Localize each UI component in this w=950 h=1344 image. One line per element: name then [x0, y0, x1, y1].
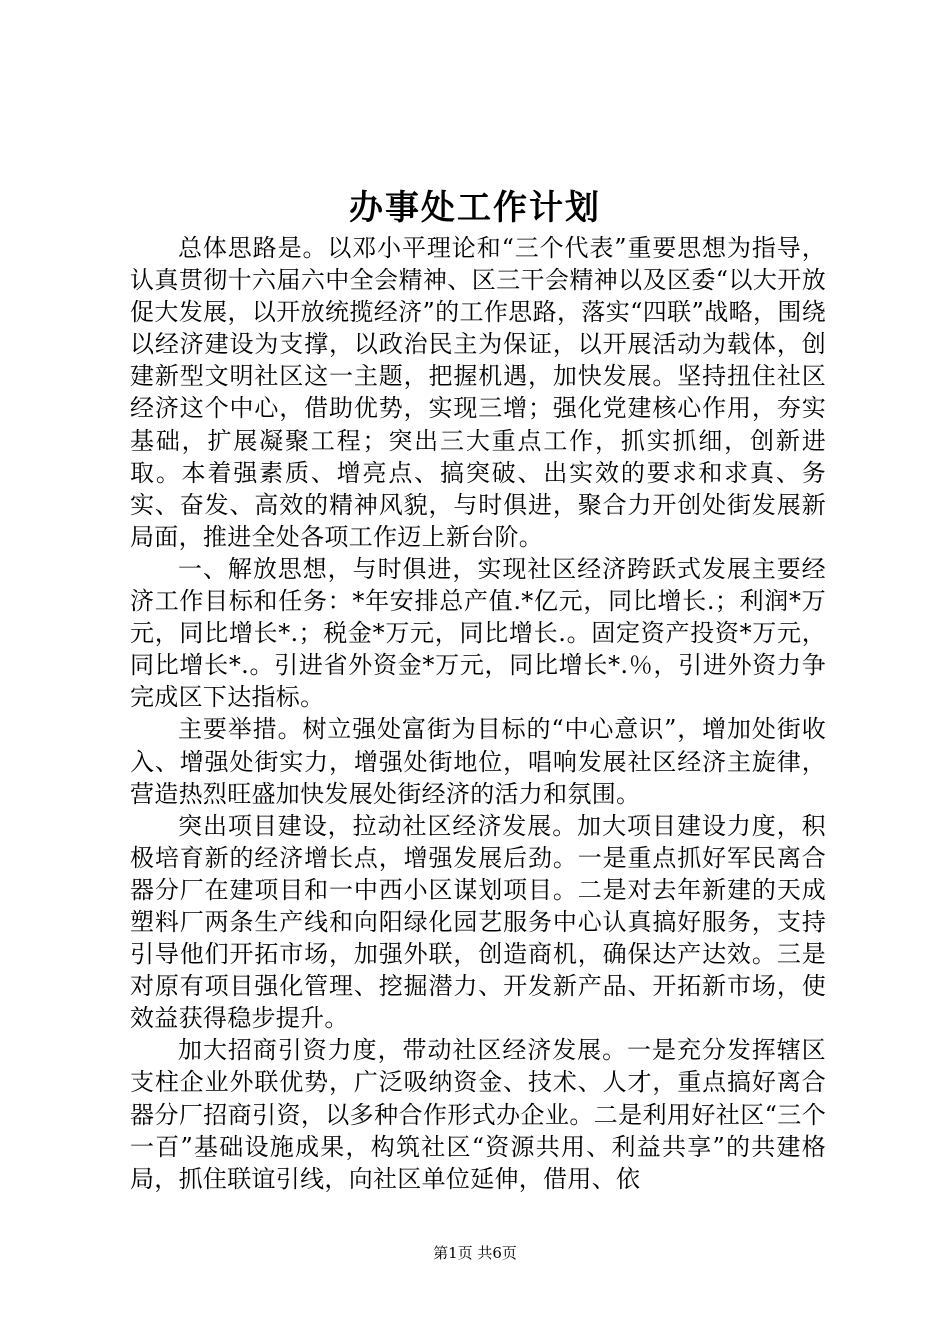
paragraph-project-construction: 突出项目建设，拉动社区经济发展。加大项目建设力度，积极培育新的经济增长点，增强发展后劲。一是重点抓好军民离合器分厂在建项目和一中西小区谋划项目。二是对去年新建的天成塑料厂两条生产线和向阳绿化园艺服务中心认真搞好服务，支持引导他们开拓市场，加强外联，创造商机，确保达产达效。三是对原有项目强化管理、挖掘潜力、开发新产品、开拓新市场，使效益获得稳步提升。: [130, 811, 826, 1033]
page-footer: 第1页 共6页: [433, 1244, 517, 1262]
document-body: [130, 232, 826, 1195]
document-title: 办事处工作计划: [349, 188, 601, 228]
paragraph-economic-goals: 一、解放思想，与时俱进，实现社区经济跨跃式发展主要经济工作目标和任务：*年安排总产值.*亿元，同比增长.；利润*万元，同比增长*.；税金*万元，同比增长.。固定资产投资*万元，同比增长*.。引进省外资金*万元，同比增长*.％，引进外资力争完成区下达指标。: [130, 554, 826, 712]
paragraph-investment-attraction: 加大招商引资力度，带动社区经济发展。一是充分发挥辖区支柱企业外联优势，广泛吸纳资金、技术、人才，重点搞好离合器分厂招商引资，以多种合作形式办企业。二是利用好社区“三个一百”基础设施成果，构筑社区“资源共用、利益共享”的共建格局，抓住联谊引线，向社区单位延伸，借用、依: [130, 1036, 826, 1193]
paragraph-overall-approach: 总体思路是。以邓小平理论和“三个代表”重要思想为指导，认真贯彻十六届六中全会精神、区三干会精神以及区委“以大开放促大发展，以开放统揽经济”的工作思路，落实“四联”战略，围绕以经济建设为支撑，以政治民主为保证，以开展活动为载体，创建新型文明社区这一主题，把握机遇，加快发展。坚持扭住社区经济这个中心，借助优势，实现三增；强化党建核心作用，夯实基础，扩展凝聚工程；突出三大重点工作，抓实抓细，创新进取。本着强素质、增亮点、搞突破、出实效的要求和求真、务实、奋发、高效的精神风貌，与时俱进，聚合力开创处街发展新局面，推进全处各项工作迈上新台阶。: [130, 234, 826, 551]
paragraph-main-measures: 主要举措。树立强处富街为目标的“中心意识”，增加处街收入、增强处街实力，增强处街地位，唱响发展社区经济主旋律，营造热烈旺盛加快发展处街经济的活力和氛围。: [130, 715, 826, 808]
